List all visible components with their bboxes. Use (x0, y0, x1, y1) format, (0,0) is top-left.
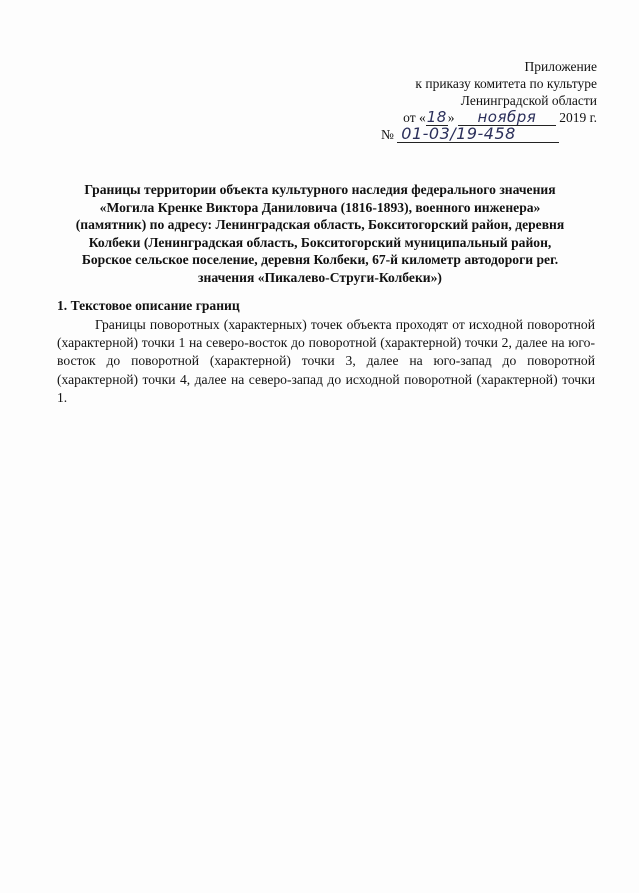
number-handwritten: 01-03/19-458 (397, 126, 559, 143)
date-prefix: от « (403, 110, 426, 125)
date-year: 2019 г. (559, 110, 597, 125)
document-title (58, 181, 582, 287)
appendix-number (337, 126, 597, 143)
number-prefix: № (381, 127, 394, 142)
title-line: Борское сельское поселение, деревня Колбеки, 67-й километр автодороги рег. (81, 252, 559, 268)
appendix-label: Приложение (524, 59, 597, 74)
title-line: (памятник) по адресу: Ленинградская область, Бокситогорский район, деревня (75, 217, 565, 233)
section-body-paragraph: Границы поворотных (характерных) точек объекта проходят от исходной поворотной (характерной) точки 1 на северо-восток до поворотной (характерной) точки 2, далее на юго-восток до поворотной (характерной) точки 3, далее на юго-запад до поворотной (характерной) точки 4, далее на северо-запад до исходной поворотной (характерной) точки 1. (57, 317, 595, 405)
appendix-region: Ленинградской области (460, 93, 597, 108)
date-day-handwritten: 18 (426, 108, 447, 126)
title-line: «Могила Кренке Виктора Даниловича (1816-1893), военного инженера» (99, 199, 541, 215)
title-line: Границы территории объекта культурного наследия федерального значения (84, 182, 556, 197)
title-line: значения «Пикалево-Струги-Колбеки») (198, 269, 442, 285)
title-line: Колбеки (Ленинградская область, Бокситогорский муниципальный район, (88, 234, 552, 250)
appendix-block (337, 58, 597, 143)
section-heading: 1. Текстовое описание границ (57, 298, 240, 313)
date-mid: » (447, 110, 455, 125)
date-month-handwritten: ноября (458, 109, 556, 126)
appendix-order-reference: к приказу комитета по культуре (415, 76, 597, 91)
